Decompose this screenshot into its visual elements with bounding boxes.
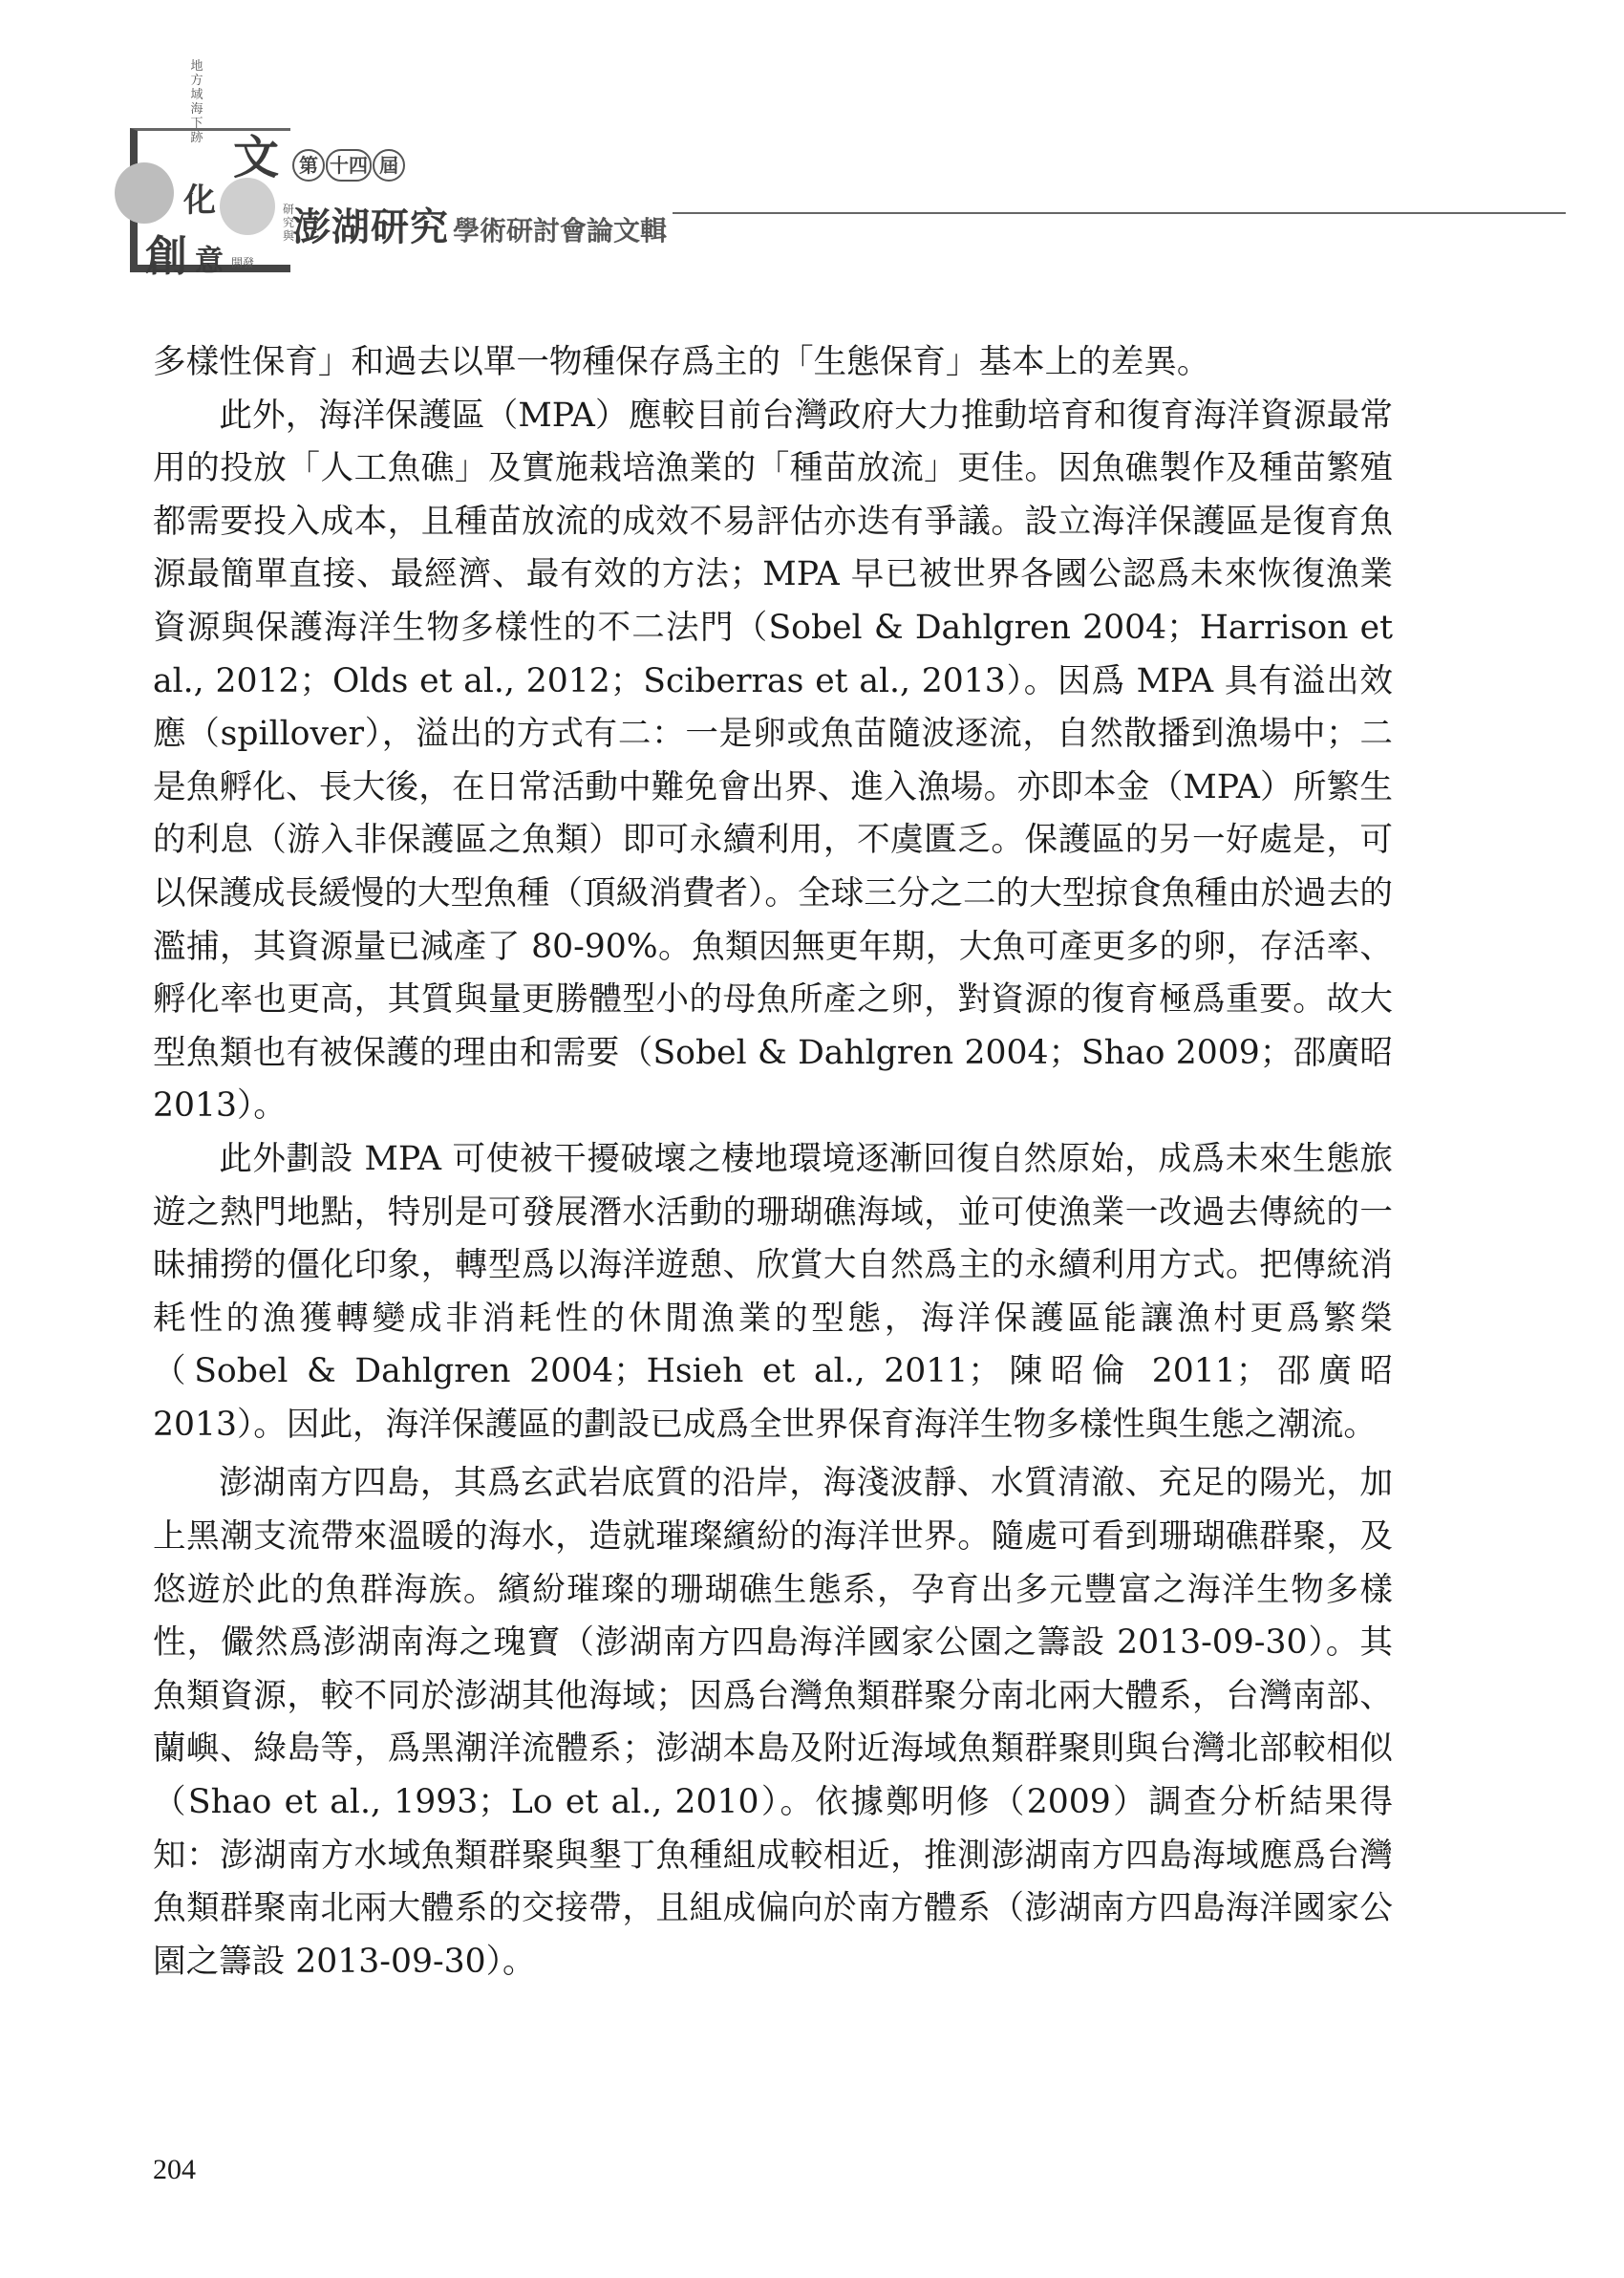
paragraph-mpa-ecotourism: 此外劃設 MPA 可使被干擾破壞之棲地環境逐漸回復自然原始，成爲未來生態旅遊之熱門地點，特別是可發展潛水活動的珊瑚礁海域，並可使漁業一改過去傳統的一昧捕撈的僵化印象，轉型爲以海洋遊憩、欣賞大自然爲主的永續利用方式。把傳統消耗性的漁獲轉變成非消耗性的休閒漁業的型態，海洋保護區能讓漁村更爲繁榮（Sobel & Dahlgren 2004；Hsieh et al., 2011；陳昭倫 2011；邵廣昭 2013）。因此，海洋保護區的劃設已成爲全世界保育海洋生物多樣性與生態之潮流。 <box>153 1139 1393 1444</box>
article-body <box>153 336 1393 1988</box>
session-number: 十四 <box>326 149 372 182</box>
logo-char-chuang: 創 <box>145 232 187 281</box>
logo-char-yi: 意 <box>195 245 224 278</box>
logo-blob-right <box>220 178 275 235</box>
logo-char-wen: 文 <box>233 131 280 184</box>
session-pre: 第 <box>292 149 325 182</box>
journal-heading <box>292 197 667 251</box>
logo-vertical-text: 地方域海下跡 <box>190 59 203 145</box>
running-header <box>113 59 1450 279</box>
conference-logo <box>113 59 294 279</box>
session-label <box>292 149 406 182</box>
journal-subtitle: 學術研討會論文輯 <box>453 215 668 247</box>
page-number: 204 <box>153 2154 196 2185</box>
paragraph-mpa-benefits: 此外，海洋保護區（MPA）應較目前台灣政府大力推動培育和復育海洋資源最常用的投放「人工魚礁」及實施栽培漁業的「種苗放流」更佳。因魚礁製作及種苗繁殖都需要投入成本，且種苗放流的成效不易評估亦迭有爭議。設立海洋保護區是復育魚源最簡單直接、最經濟、最有效的方法；MPA 早已被世界各國公認爲未來恢復漁業資源與保護海洋生物多樣性的不二法門（Sobel & Dahlgren 2004；Harrison et al., 2012；Olds et al., 2012；Sciberras et al., 2013）。因爲 MPA 具有溢出效應（spillover），溢出的方式有二：一是卵或魚苗隨波逐流，自然散播到漁場中；二是魚孵化、長大後，在日常活動中難免會出界、進入漁場。亦即本金（MPA）所繁生的利息（游入非保護區之魚類）即可永續利用，不虞匱乏。保護區的另一好處是，可以保護成長緩慢的大型魚種（頂級消費者）。全球三分之二的大型掠食魚種由於過去的濫捕，其資源量已減產了 80-90%。魚類因無更年期，大魚可產更多的卵，存活率、孵化率也更高，其質與量更勝體型小的母魚所產之卵，對資源的復育極爲重要。故大型魚類也有被保護的理由和需要（Sobel & Dahlgren 2004；Shao 2009；邵廣昭 2013）。 <box>153 396 1393 1126</box>
logo-blob-left <box>115 162 174 224</box>
header-rule <box>673 212 1566 214</box>
logo-small-column: 研究與 <box>283 203 295 243</box>
session-post: 屆 <box>373 149 405 182</box>
journal-title: 澎湖研究 <box>292 204 449 249</box>
logo-char-hua: 化 <box>183 182 216 220</box>
paragraph-south-four-islands: 澎湖南方四島，其爲玄武岩底質的沿岸，海淺波靜、水質清澈、充足的陽光，加上黑潮支流帶來溫暖的海水，造就璀璨繽紛的海洋世界。隨處可看到珊瑚礁群聚，及悠遊於此的魚群海族。繽紛璀璨的珊瑚礁生態系，孕育出多元豐富之海洋生物多樣性，儼然爲澎湖南海之瑰寶（澎湖南方四島海洋國家公園之籌設 2013-09-30）。其魚類資源，較不同於澎湖其他海域；因爲台灣魚類群聚分南北兩大體系，台灣南部、蘭嶼、綠島等，爲黑潮洋流體系；澎湖本島及附近海域魚類群聚則與台灣北部較相似（Shao et al., 1993；Lo et al., 2010）。依據鄭明修（2009）調查分析結果得知：澎湖南方水域魚類群聚與墾丁魚種組成較相近，推測澎湖南方四島海域應爲台灣魚類群聚南北兩大體系的交接帶，且組成偏向於南方體系（澎湖南方四島海洋國家公園之籌設 2013-09-30）。 <box>153 1464 1393 1981</box>
logo-tail-text: 開發 <box>231 256 255 269</box>
paragraph-continued: 多樣性保育」和過去以單一物種保存爲主的「生態保育」基本上的差異。 <box>153 343 1210 381</box>
